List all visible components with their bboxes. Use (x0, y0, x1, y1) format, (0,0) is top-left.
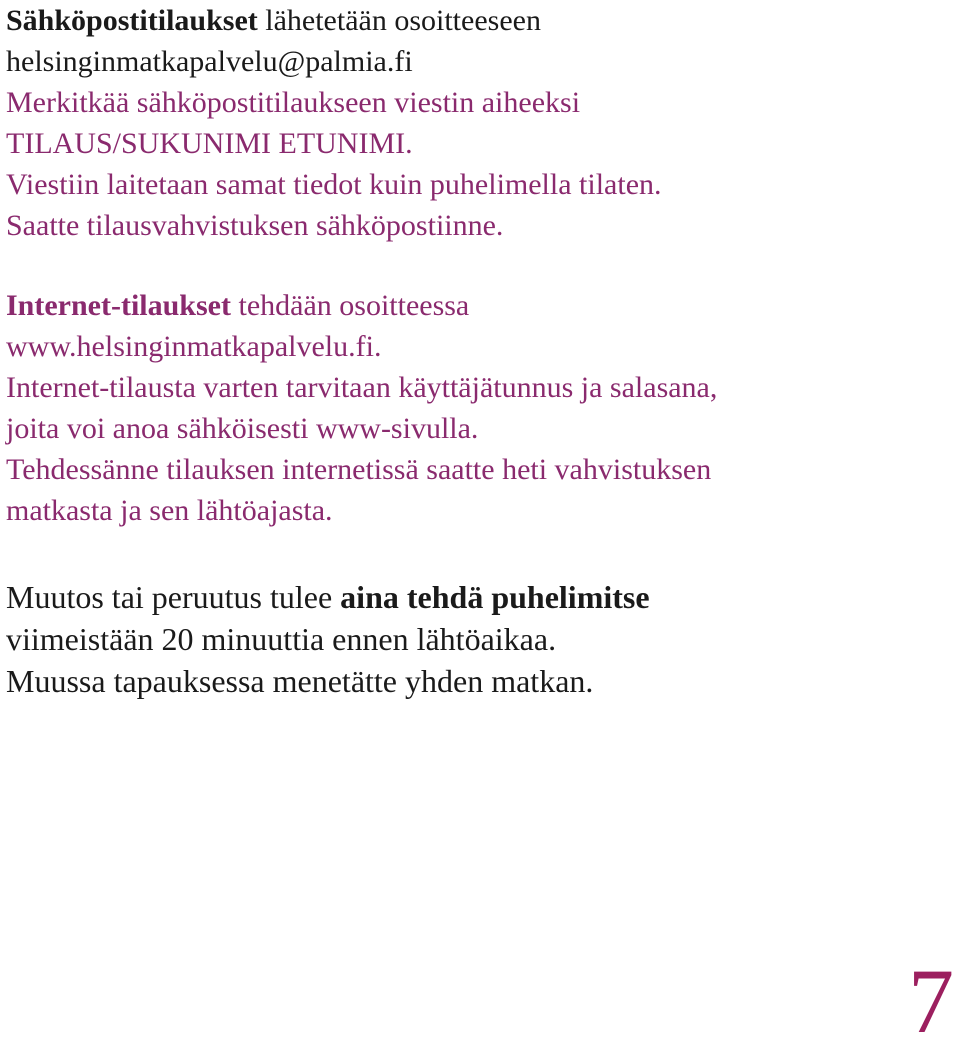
internet-orders-intro: tehdään osoitteessa (230, 289, 470, 322)
internet-orders-line-1 (6, 285, 717, 326)
website-address: www.helsinginmatkapalvelu.fi. (6, 330, 382, 363)
page-number: 7 (908, 950, 954, 1037)
instant-confirmation-note-cont: matkasta ja sen lähtöajasta. (6, 494, 333, 527)
email-orders-heading: Sähköpostitilaukset (6, 4, 258, 37)
email-subject-instruction: Merkitkää sähköpostitilaukseen viestin aiheeksi (6, 86, 581, 119)
email-content-instruction: Viestiin laitetaan samat tiedot kuin puhelimella tilaten. (6, 168, 662, 201)
changes-emphasis: aina tehdä puhelimitse (340, 579, 650, 615)
internet-orders-heading: Internet-tilaukset (6, 289, 231, 322)
credentials-request-note: joita voi anoa sähköisesti www-sivulla. (6, 412, 479, 445)
changes-section (6, 576, 650, 702)
email-orders-line-1 (6, 0, 662, 41)
internet-orders-section (6, 285, 717, 531)
email-orders-intro: lähetetään osoitteeseen (257, 4, 541, 37)
changes-penalty: Muussa tapauksessa menetätte yhden matkan. (6, 663, 594, 699)
changes-line-1 (6, 576, 650, 618)
email-orders-section (6, 0, 662, 246)
instant-confirmation-note: Tehdessänne tilauksen internetissä saatte heti vahvistuksen (6, 453, 712, 486)
email-address: helsinginmatkapalvelu@palmia.fi (6, 45, 413, 78)
email-confirmation-note: Saatte tilausvahvistuksen sähköpostiinne. (6, 209, 504, 242)
changes-deadline: viimeistään 20 minuuttia ennen lähtöaikaa. (6, 621, 557, 657)
email-subject-format: TILAUS/SUKUNIMI ETUNIMI. (6, 127, 413, 160)
credentials-requirement: Internet-tilausta varten tarvitaan käyttäjätunnus ja salasana, (6, 371, 718, 404)
changes-intro: Muutos tai peruutus tulee (6, 579, 341, 615)
